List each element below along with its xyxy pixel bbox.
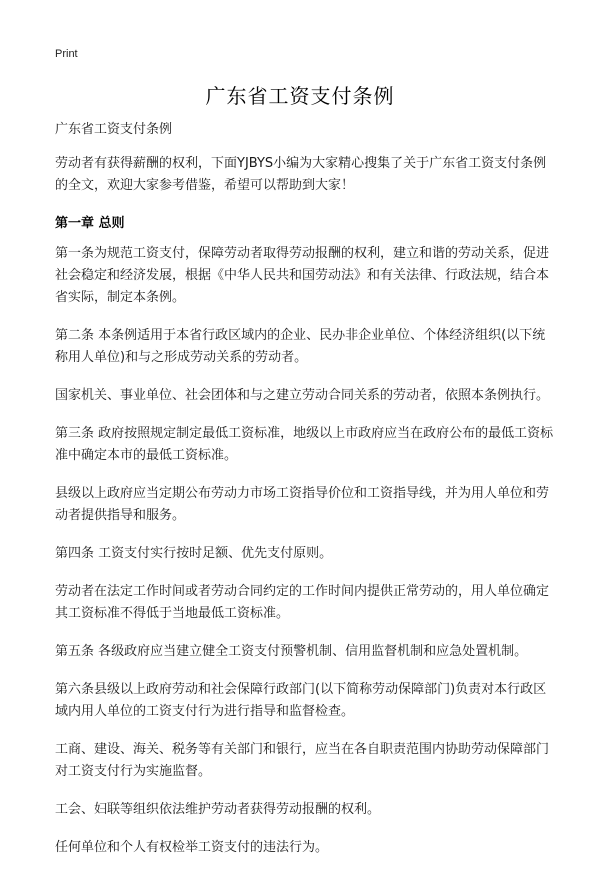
paragraph: 第六条县级以上政府劳动和社会保障行政部门(以下简称劳动保障部门)负责对本行政区域内用人单位的工资支付行为进行指导和监督检查。 (55, 682, 547, 719)
paragraph: 第二条 本条例适用于本省行政区域内的企业、民办非企业单位、个体经济组织(以下统称用人单位)和与之形成劳动关系的劳动者。 (55, 328, 546, 365)
paragraph: 第四条 工资支付实行按时足额、优先支付原则。 (55, 546, 333, 561)
chapter-heading: 第一章 总则 (55, 216, 125, 231)
document-body (55, 119, 556, 875)
paragraph: 工商、建设、海关、税务等有关部门和银行，应当在各自职责范围内协助劳动保障部门对工资支付行为实施监督。 (55, 742, 550, 779)
paragraph: 第一条为规范工资支付，保障劳动者取得劳动报酬的权利，建立和谐的劳动关系，促进社会稳定和经济发展，根据《中华人民共和国劳动法》和有关法律、行政法规，结合本省实际，制定本条例。 (55, 246, 550, 305)
paragraph: 工会、妇联等组织依法维护劳动者获得劳动报酬的权利。 (55, 802, 381, 817)
document-title: 广东省工资支付条例 (205, 84, 395, 108)
paragraph: 国家机关、事业单位、社会团体和与之建立劳动合同关系的劳动者，依照本条例执行。 (55, 388, 550, 403)
intro-paragraph: 劳动者有获得薪酬的权利，下面YJBYS小编为大家精心搜集了关于广东省工资支付条例的全文，欢迎大家参考借鉴，希望可以帮助到大家！ (55, 156, 547, 193)
paragraph: 第五条 各级政府应当建立健全工资支付预警机制、信用监督机制和应急处置机制。 (55, 644, 528, 659)
paragraph: 第三条 政府按照规定制定最低工资标准，地级以上市政府应当在政府公布的最低工资标准中确定本市的最低工资标准。 (55, 426, 554, 463)
document-subtitle: 广东省工资支付条例 (55, 122, 173, 137)
paragraph: 劳动者在法定工作时间或者劳动合同约定的工作时间内提供正常劳动的，用人单位确定其工资标准不得低于当地最低工资标准。 (55, 584, 550, 621)
print-link[interactable]: Print (55, 48, 78, 60)
paragraph: 县级以上政府应当定期公布劳动力市场工资指导价位和工资指导线，并为用人单位和劳动者提供指导和服务。 (55, 486, 550, 523)
paragraph: 任何单位和个人有权检举工资支付的违法行为。 (55, 840, 329, 855)
